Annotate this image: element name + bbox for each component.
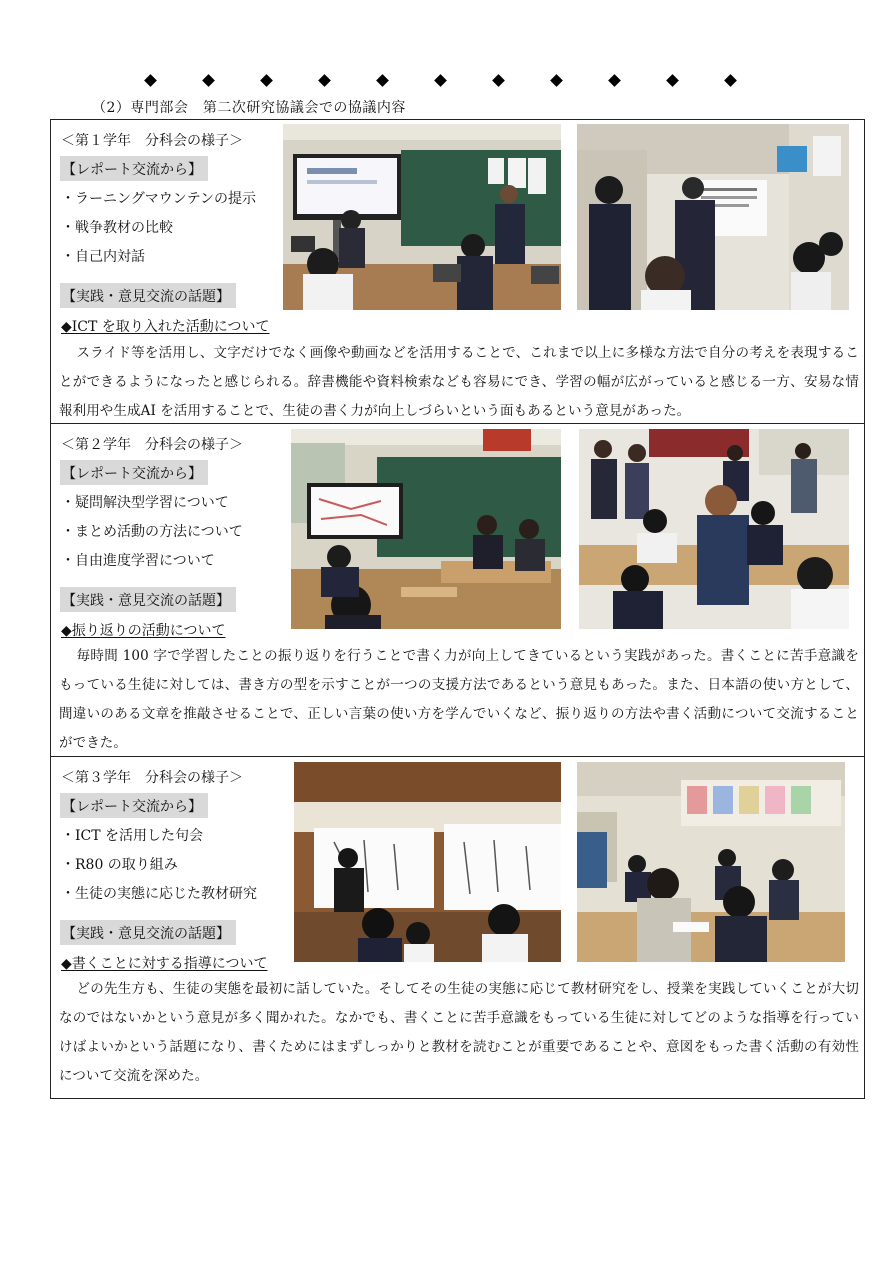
diamond-icon	[666, 74, 679, 87]
report-item: ・疑問解決型学習について	[61, 495, 229, 511]
diamond-icon	[318, 74, 331, 87]
teachers-photo	[577, 124, 849, 310]
report-item: ・まとめ活動の方法について	[61, 524, 243, 540]
classroom-photo	[283, 124, 561, 310]
discussion-topic: ◆振り返りの活動について	[61, 623, 226, 639]
report-item: ・R80 の取り組み	[61, 857, 178, 873]
report-item: ・ICT を活用した句会	[61, 828, 204, 844]
diamond-divider	[138, 72, 748, 92]
classroom-photo	[291, 429, 561, 629]
grade-2-section	[51, 423, 864, 756]
diamond-icon	[550, 74, 563, 87]
report-label: 【レポート交流から】	[60, 156, 208, 181]
diamond-icon	[492, 74, 505, 87]
diamond-icon	[202, 74, 215, 87]
discussion-body: どの先生方も、生徒の実態を最初に話していた。そしてその生徒の実態に応じて教材研究をし、授業を実践していくことが大切なのではないかという意見が多く聞かれた。なかでも、書くことに苦手意識をもっている生徒に対してどのような指導を行っていけばよいかという話題になり、書くためにはまずしっかりと教材を読むことが重要であることや、意図をもった書く活動の有効性について交流を深めた。	[59, 981, 859, 1084]
group-work-photo	[579, 429, 849, 629]
grade-title: ＜第１学年 分科会の様子＞	[61, 133, 243, 149]
grade-3-section	[51, 756, 864, 1100]
report-item: ・自己内対話	[61, 249, 145, 265]
diamond-icon	[260, 74, 273, 87]
section-heading: （2）専門部会 第二次研究協議会での協議内容	[92, 100, 406, 116]
group-discussion-photo	[577, 762, 845, 962]
diamond-icon	[608, 74, 621, 87]
report-item: ・生徒の実態に応じた教材研究	[61, 886, 257, 902]
diamond-icon	[434, 74, 447, 87]
diamond-icon	[144, 74, 157, 87]
diamond-icon	[724, 74, 737, 87]
diamond-icon	[376, 74, 389, 87]
discussion-label: 【実践・意見交流の話題】	[60, 587, 236, 612]
discussion-topic: ◆ICT を取り入れた活動について	[61, 319, 270, 335]
grade-1-section	[51, 120, 864, 423]
report-item: ・自由進度学習について	[61, 553, 215, 569]
discussion-label: 【実践・意見交流の話題】	[60, 920, 236, 945]
discussion-topic: ◆書くことに対する指導について	[61, 956, 268, 972]
report-label: 【レポート交流から】	[60, 793, 208, 818]
report-item: ・戦争教材の比較	[61, 220, 173, 236]
content-frame	[50, 119, 865, 1099]
grade-title: ＜第２学年 分科会の様子＞	[61, 437, 243, 453]
discussion-body: 毎時間 100 字で学習したことの振り返りを行うことで書く力が向上してきているという実践があった。書くことに苦手意識をもっている生徒に対しては、書き方の型を示すことが一つの支援方法であるという意見もあった。また、日本語の使い方として、間違いのある文章を推敲させることで、正しい言葉の使い方を学んでいくなど、振り返りの方法や書く活動について交流することができた。	[59, 648, 859, 751]
grade-title: ＜第３学年 分科会の様子＞	[61, 770, 243, 786]
report-label: 【レポート交流から】	[60, 460, 208, 485]
report-item: ・ラーニングマウンテンの提示	[61, 191, 257, 207]
discussion-body: スライド等を活用し、文字だけでなく画像や動画などを活用することで、これまで以上に多様な方法で自分の考えを表現することができるようになったと感じられる。辞書機能や資料検索なども容易にでき、学習の幅が広がっていると感じる一方、安易な情報利用や生成AI を活用することで、生徒の書く力が向上しづらいという面もあるという意見があった。	[59, 345, 859, 419]
discussion-label: 【実践・意見交流の話題】	[60, 283, 236, 308]
classroom-photo	[294, 762, 561, 962]
